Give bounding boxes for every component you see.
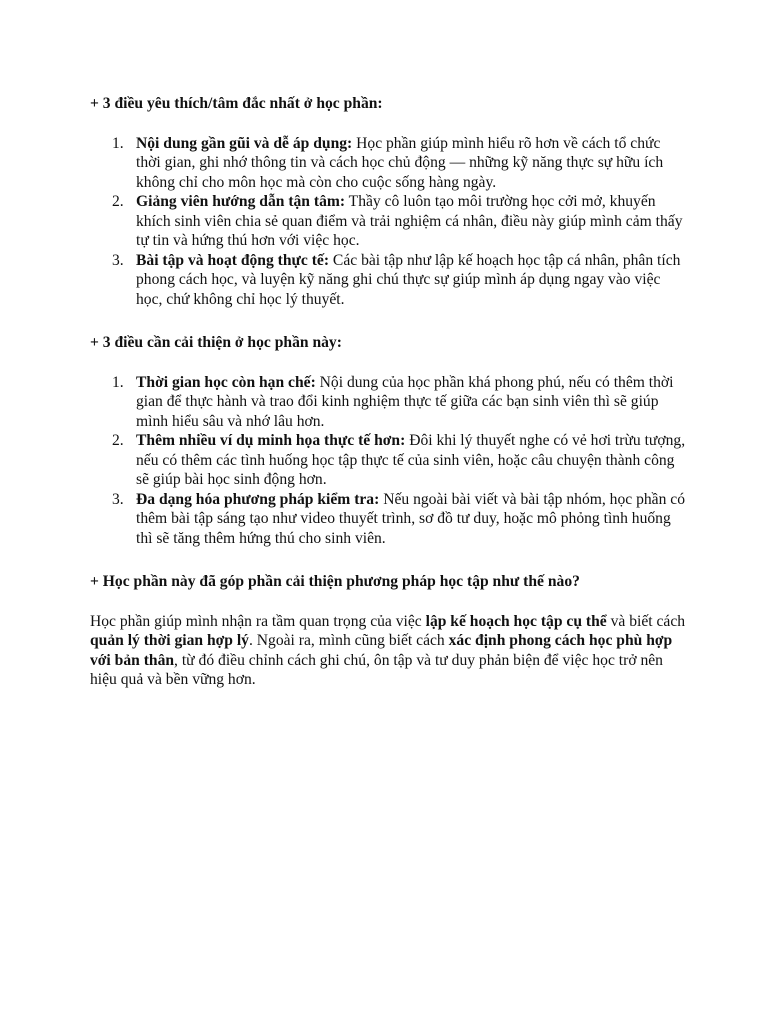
list-number: 2.	[112, 432, 124, 449]
section-heading-improvements: + 3 điều cần cải thiện ở học phần này:	[90, 334, 342, 351]
paragraph-text: Học phần giúp mình nhận ra tầm quan trọng của việc	[90, 612, 426, 630]
paragraph-text: , từ đó điều chỉnh cách ghi chú, ôn tập và tư duy phản biện để việc học trở nên hiệu quả và bền vững hơn.	[90, 651, 663, 688]
paragraph-emphasis: xác định phong cách học phù hợp với bản thân	[90, 632, 673, 669]
list-item	[90, 490, 686, 549]
item-title: Thêm nhiều ví dụ minh họa thực tế hơn:	[136, 432, 406, 449]
item-title: Nội dung gần gũi và dễ áp dụng:	[136, 134, 353, 152]
list-item	[90, 134, 686, 193]
method-paragraph	[90, 612, 686, 690]
item-text: Thầy cô luôn tạo môi trường học cởi mở, khuyến khích sinh viên chia sẻ quan điểm và trải nghiệm cá nhân, điều này giúp mình cảm thấy tự tin và hứng thú hơn với việc học.	[136, 193, 683, 249]
paragraph-text: và biết cách	[606, 612, 686, 630]
section-heading-method: + Học phần này đã góp phần cải thiện phương pháp học tập như thế nào?	[90, 573, 580, 590]
list-item	[90, 192, 686, 251]
item-title: Đa dạng hóa phương pháp kiểm tra:	[136, 490, 380, 508]
list-item	[90, 251, 686, 310]
item-text: Nếu ngoài bài viết và bài tập nhóm, học phần có thêm bài tập sáng tạo như video thuyết trình, sơ đồ tư duy, hoặc mô phỏng tình huống thì sẽ tăng thêm hứng thú cho sinh viên.	[136, 490, 686, 547]
item-title: Bài tập và hoạt động thực tế:	[136, 251, 330, 269]
paragraph-emphasis: lập kế hoạch học tập cụ thể	[425, 612, 607, 630]
item-text: Các bài tập như lập kế hoạch học tập cá nhân, phân tích phong cách học, và luyện kỹ năng ghi chú thực sự giúp mình áp dụng ngay vào việc học, chứ không chỉ học lý thuyết.	[136, 251, 681, 308]
document-page	[90, 94, 686, 690]
list-item	[90, 373, 686, 432]
item-text: Học phần giúp mình hiểu rõ hơn về cách tổ chức thời gian, ghi nhớ thông tin và cách học chủ động — những kỹ năng thực sự hữu ích không chỉ cho môn học mà còn cho cuộc sống hàng ngày.	[136, 134, 664, 191]
list-item	[90, 431, 686, 490]
paragraph-emphasis: quản lý thời gian hợp lý	[90, 632, 249, 649]
item-text: Nội dung của học phần khá phong phú, nếu có thêm thời gian để thực hành và trao đổi kinh nghiệm thực tế giữa các bạn sinh viên thì sẽ giúp mình hiểu sâu và nhớ lâu hơn.	[136, 373, 674, 430]
list-number: 2.	[112, 193, 124, 210]
list-number: 1.	[112, 373, 124, 391]
item-text: Đôi khi lý thuyết nghe có vẻ hơi trừu tượng, nếu có thêm các tình huống học tập thực tế của sinh viên, hoặc câu chuyện thành công sẽ giúp bài học sinh động hơn.	[136, 432, 686, 488]
paragraph-text: . Ngoài ra, mình cũng biết cách	[248, 632, 449, 649]
list-number: 3.	[112, 251, 124, 269]
list-number: 1.	[112, 134, 124, 152]
item-title: Giảng viên hướng dẫn tận tâm:	[136, 193, 346, 210]
list-number: 3.	[112, 490, 124, 508]
item-title: Thời gian học còn hạn chế:	[136, 373, 316, 391]
likes-list	[90, 134, 686, 310]
improvements-list	[90, 373, 686, 549]
section-heading-likes: + 3 điều yêu thích/tâm đắc nhất ở học phần:	[90, 95, 383, 112]
